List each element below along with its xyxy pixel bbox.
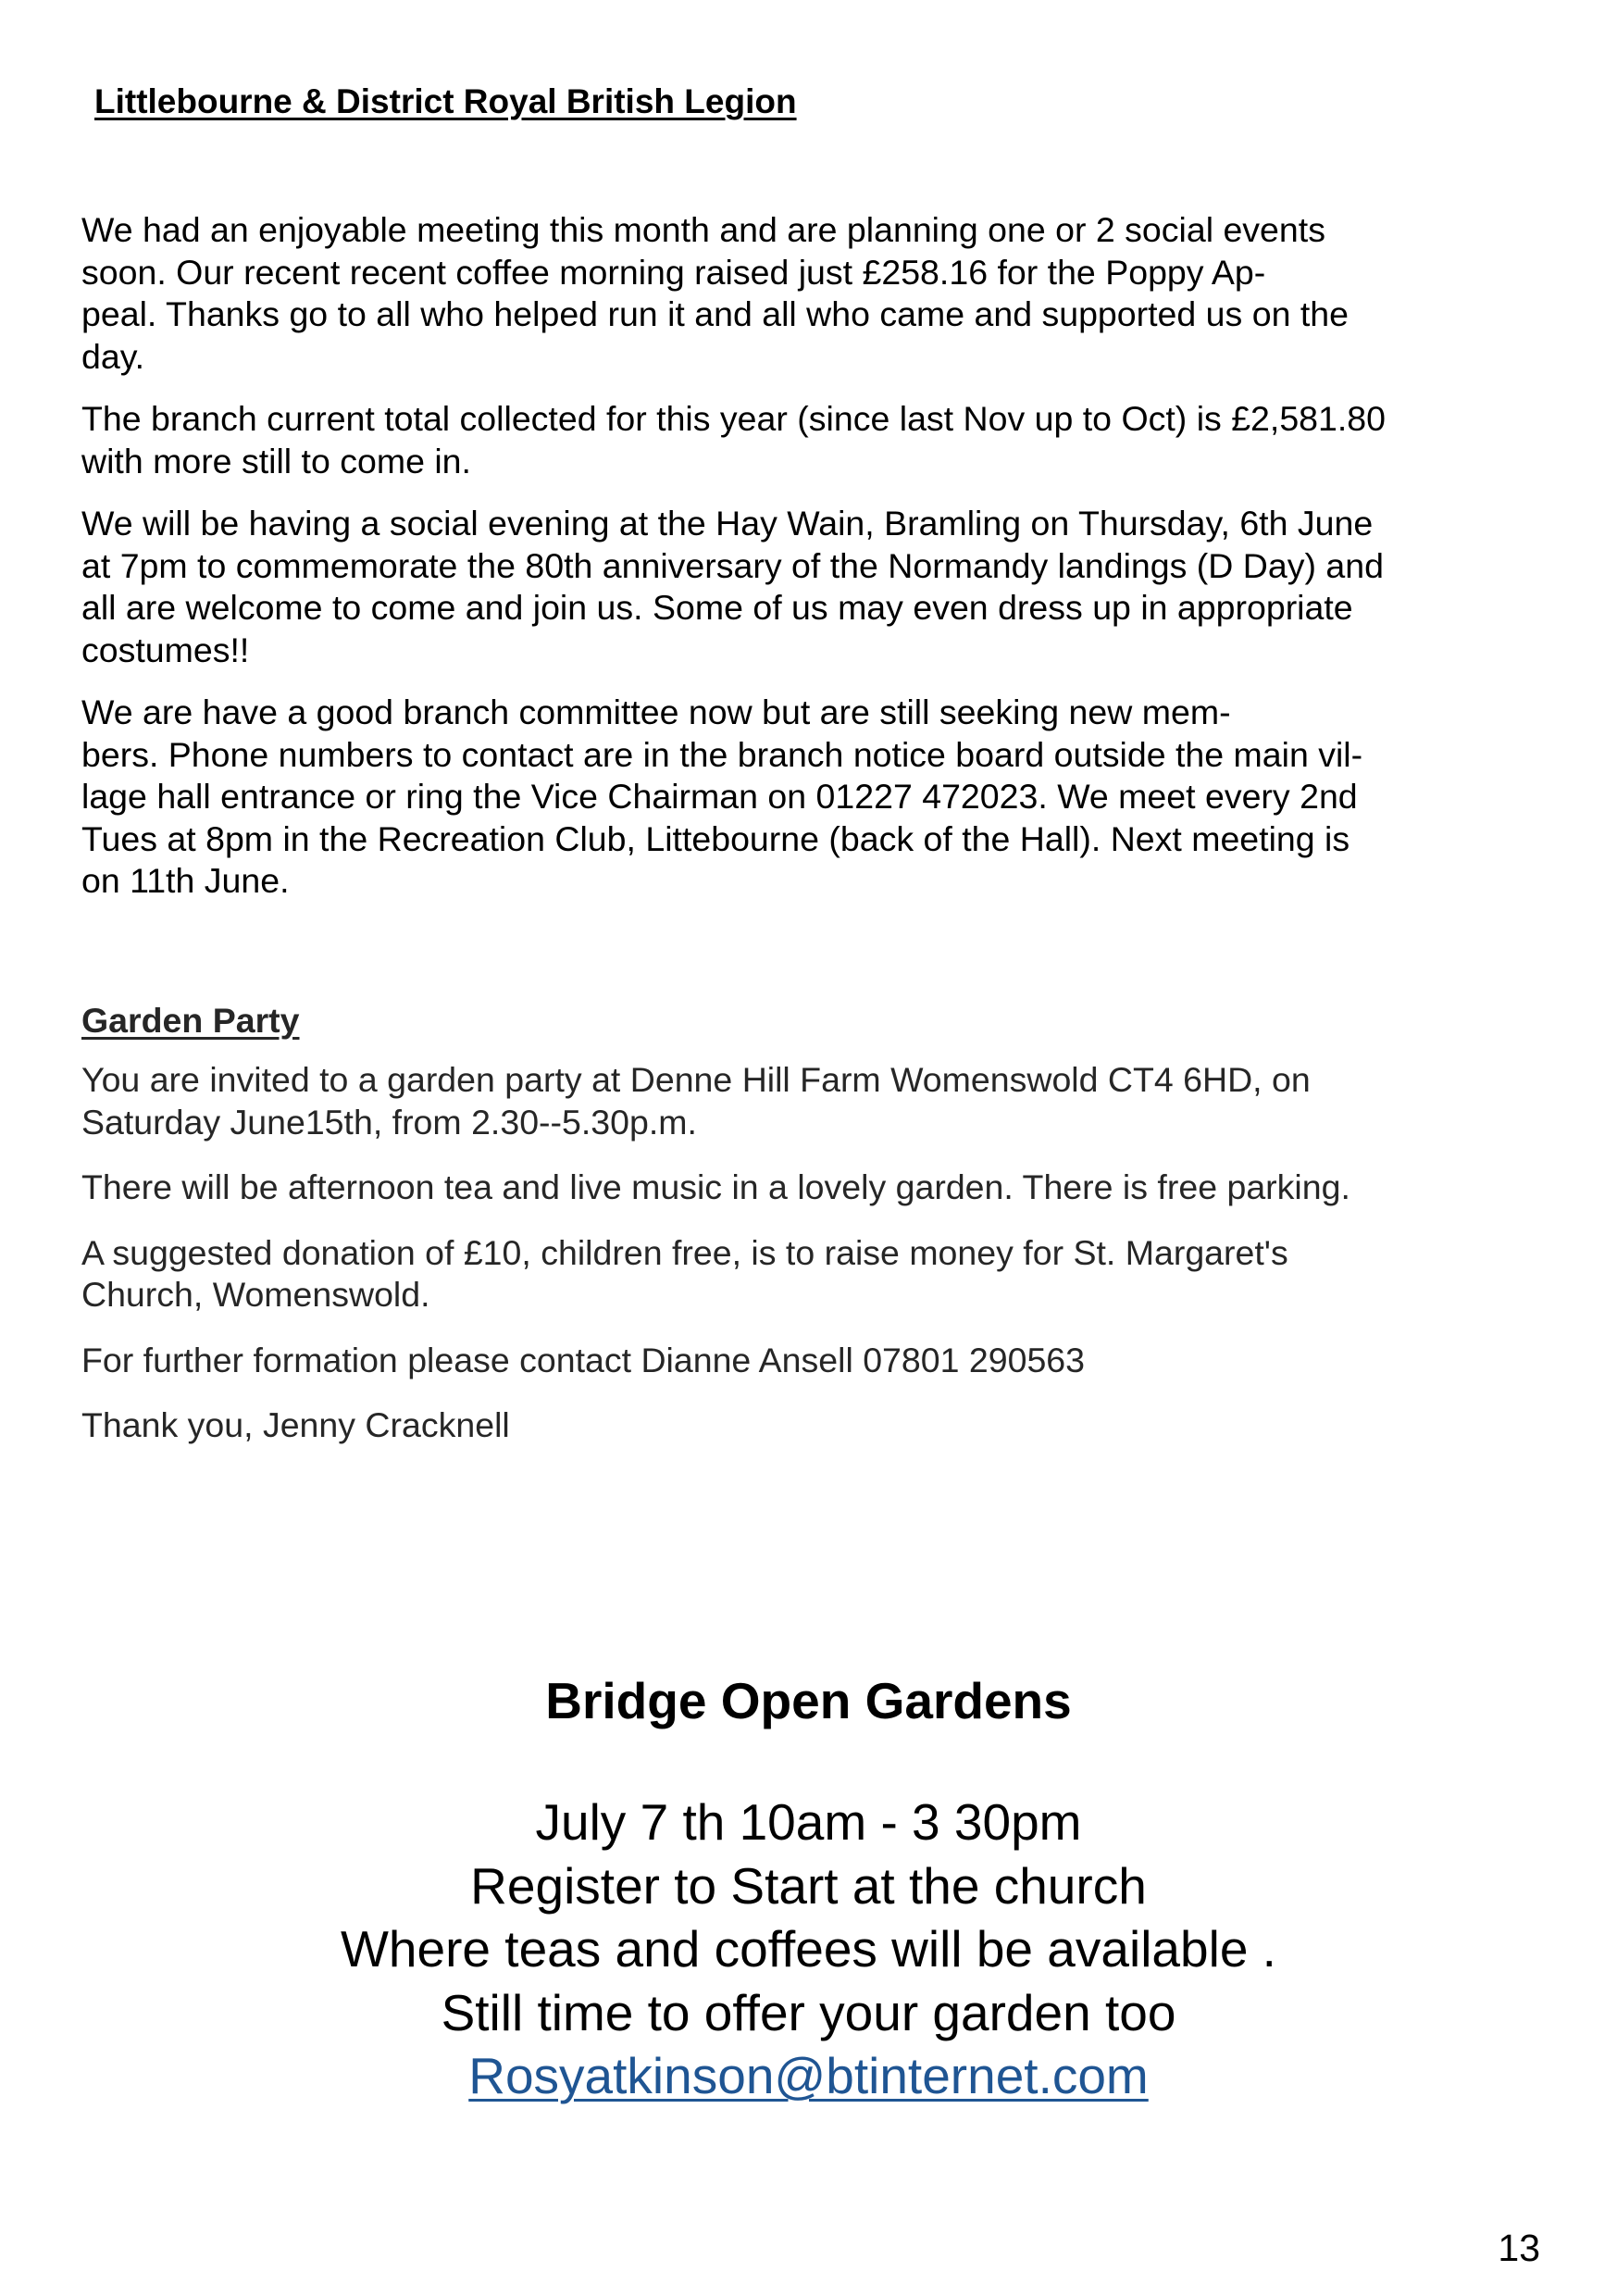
text-line: on 11th June. [81,861,290,900]
text-line: We had an enjoyable meeting this month and are planning one or 2 social events [81,210,1325,249]
text-line: costumes!! [81,630,250,669]
garden-party-invitation [81,1059,1562,1143]
garden-party-section [81,998,1562,1470]
bridge-open-gardens-section [0,1668,1617,2108]
text-line: We are have a good branch committee now but are still seeking new mem- [81,693,1231,731]
garden-party-signoff [81,1404,1562,1447]
text-line: bers. Phone numbers to contact are in the branch notice board outside the main vil- [81,734,1363,774]
text-line: For further formation please contact Dianne Ansell 07801 290563 [81,1340,1086,1379]
text-line: Tues at 8pm in the Recreation Club, Littebourne (back of the Hall). Next meeting is [81,818,1350,858]
legion-section-title: Littlebourne & District Royal British Legion [94,82,797,120]
text-line: Church, Womenswold. [81,1275,430,1314]
text-line: You are invited to a garden party at Denne Hill Farm Womenswold CT4 6HD, on [81,1060,1311,1099]
garden-party-title: Garden Party [81,1001,300,1040]
bridge-date-time: July 7 th 10am - 3 30pm [535,1793,1082,1851]
legion-paragraph-committee [81,692,1562,903]
text-line: day. [81,336,145,376]
bridge-offer-garden: Still time to offer your garden too [441,1983,1176,2041]
legion-section-body [81,209,1562,923]
garden-party-contact [81,1340,1562,1382]
legion-paragraph-total [81,398,1562,482]
legion-paragraph-social-evening [81,503,1562,671]
text-line: lage hall entrance or ring the Vice Chairman on 01227 472023. We meet every 2nd [81,777,1358,816]
text-line: peal. Thanks go to all who helped run it and all who came and supported us on the [81,294,1349,333]
text-line: There will be afternoon tea and live music in a lovely garden. There is free parking. [81,1167,1350,1206]
bridge-open-gardens-title: Bridge Open Gardens [545,1672,1072,1729]
bridge-refreshments: Where teas and coffees will be available . [341,1920,1276,1978]
text-line: soon. Our recent recent coffee morning raised just £258.16 for the Poppy Ap- [81,252,1266,292]
garden-party-donation [81,1232,1562,1316]
bridge-open-gardens-details [0,1791,1617,2108]
text-line: The branch current total collected for this year (since last Nov up to Oct) is £2,581.80 [81,399,1387,438]
page-number: 13 [1498,2227,1540,2269]
text-line: all are welcome to come and join us. Some of us may even dress up in appropriate [81,588,1353,627]
text-line: We will be having a social evening at the Hay Wain, Bramling on Thursday, 6th June [81,504,1374,543]
bridge-email-line [0,2044,1617,2108]
legion-paragraph-meeting [81,209,1562,378]
garden-party-details [81,1167,1562,1209]
text-line: at 7pm to commemorate the 80th anniversary of the Normandy landings (D Day) and [81,545,1384,585]
text-line: Saturday June15th, from 2.30--5.30p.m. [81,1102,697,1142]
email-link[interactable]: Rosyatkinson@btinternet.com [468,2047,1149,2104]
text-line: Thank you, Jenny Cracknell [81,1405,510,1444]
text-line: A suggested donation of £10, children free, is to raise money for St. Margaret's [81,1232,1288,1272]
text-line: with more still to come in. [81,441,471,480]
bridge-register: Register to Start at the church [470,1856,1147,1915]
